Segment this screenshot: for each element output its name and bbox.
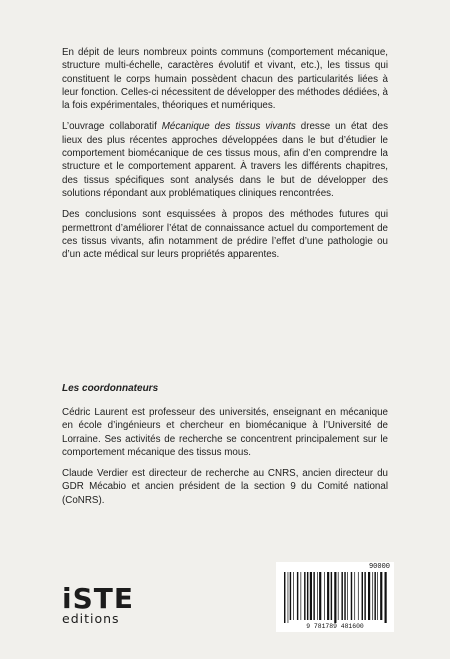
barcode-price-code: 90000 [368, 563, 390, 571]
description-paragraph-2 [62, 120, 388, 200]
book-title: Mécanique des tissus vivants [161, 121, 296, 133]
description-paragraph-2-end: dresse un état des lieux des plus récentes approches développées dans le but d’étudier le comportement biomécanique de ces tissus mous, afin d’en comprendre la structure et le comportement apparent. À travers les différents chapitres, des tissus spécifiques sont analysés dans le but de développer des solutions répondant aux problématiques cliniques rencontrées. [62, 121, 389, 199]
publisher-logo [62, 582, 134, 626]
coordinators-heading: Les coordonnateurs [62, 383, 159, 394]
publisher-sub: editions [62, 611, 120, 626]
coordinators-block [62, 406, 388, 515]
description-paragraph-2-start: L’ouvrage collaboratif [62, 121, 162, 133]
barcode-bars [276, 562, 394, 632]
coordinator-bio-verdier: Claude Verdier est directeur de recherche au CNRS, ancien directeur du GDR Mécabio et ancien président de la section 9 du Comité national (CoNRS). [62, 468, 388, 506]
coordinator-bio-laurent: Cédric Laurent est professeur des universités, enseignant en mécanique en école d’ingénieurs et chercheur en biomécanique à l’Université de Lorraine. Ses activités de recherche se concentrent principalement sur le comportement mécanique des tissus mous. [62, 407, 388, 458]
publisher-brand: iSTE [62, 582, 134, 615]
description-paragraph-1: En dépit de leurs nombreux points communs (comportement mécanique, structure multi-échelle, caractères évolutif et vivant, etc.), les tissus qui constituent le corps humain possèdent chacun des particularités liées à leur fonction. Celles-ci nécessitent de développer des méthodes dédiées, à la fois expérimentales, théoriques et numériques. [62, 47, 388, 112]
description-paragraph-3: Des conclusions sont esquissées à propos des méthodes futures qui permettront d’améliorer l’état de connaissance actuel du comportement de ces tissus vivants, afin notamment de prédire l’effet d’une pathologie ou d’un acte médical sur leurs propriétés apparentes. [62, 209, 388, 261]
description-block [62, 46, 388, 269]
isbn-barcode [276, 562, 394, 632]
barcode-digits: 9 781789 481600 [306, 623, 364, 630]
